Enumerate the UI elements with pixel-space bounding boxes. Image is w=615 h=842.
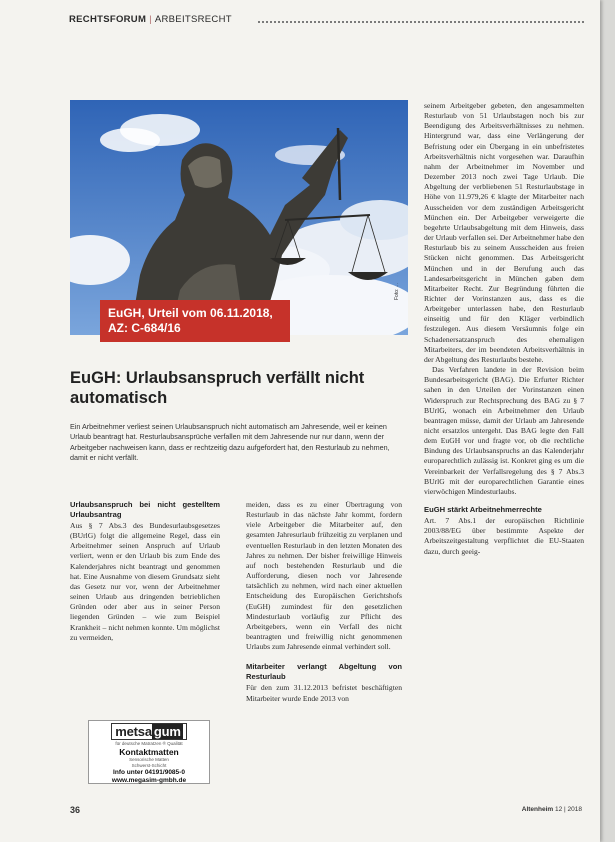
- ad-website[interactable]: www.megasim-gmbh.de: [111, 777, 187, 784]
- advertiser-logo: [111, 723, 186, 740]
- header-divider: |: [149, 14, 152, 25]
- body-paragraph: meiden, dass es zu einer Übertragung von Resturlaub in das nächste Jahr kommt, fordern viele Arbeitgeber die Mitarbeiter auf, den gesamten Jahresurlaub frühzeitig zu verplanen und eventuellen Resturlaub in den letzten Monaten des Jahres zu nehmen. Der bisher freiwillige Hinweis auf noch bestehenden Resturlaub und die Aufforderung, diesen noch vor Jahresende tatsächlich zu nehmen, wird nach einer aktuellen Entscheidung des Europäischen Gerichtshofs (EuGH) zumindest für den gesetzlichen Mindesturlaub vorläufig zur Pflicht des Arbeitgebers, wenn ein Verfall des nicht beantragten und freiwillig nicht genommenen Urlaubs zum Jahresende einmal verhindert soll.: [246, 500, 402, 652]
- subsection-label: ARBEITSRECHT: [154, 14, 232, 25]
- body-paragraph: Das Verfahren landete in der Revision beim Bundesarbeitsgericht (BAG). Die Erfurter Richter sahen in den Urteilen der Vorinstanzen einen Widerspruch zur Rechtsprechung des BAG zu § 7 BUrlG, wonach ein Arbeitnehmer den Urlaub beantragen müsse, damit der Urlaub am Jahresende nicht ersatzlos untergeht. Das BAG legte den Fall dem EuGH vor und fragte vor, ob die rechtliche Bindung des Urlaubsanspruchs an das Kalenderjahr europarechtlich zulässig ist. Konkret ging es um die Vereinbarkeit der Verfallsregelung des § 7 Abs.3 BUrlG mit der europarechtlichen Garantie eines vierwöchigen Mindesturlaubs.: [424, 365, 584, 496]
- page-number: 36: [70, 805, 81, 815]
- ruling-date: EuGH, Urteil vom 06.11.2018,: [108, 306, 273, 320]
- body-paragraph: Aus § 7 Abs.3 des Bundesurlaubsgesetzes (BUrlG) folgt die allgemeine Regel, dass ein Arbeitnehmer seinen Anspruch auf Urlaub verliert, wenn er den Urlaub bis zum Ende des Kalenderjahres nicht beantragt und genommen hat. Eine Ausnahme von diesem Grundsatz sieht das Gesetz nur vor, wenn der Arbeitnehmer seinen Urlaub aus dringenden betrieblichen Gründen oder aber aus in seiner Person liegenden Gründen – wie zum Beispiel Krankheit – nicht nehmen konnte. Um möglichst zu vermeiden,: [70, 521, 220, 642]
- ad-phone: Info unter 04191/9085-0: [113, 769, 185, 776]
- advertisement[interactable]: [88, 720, 210, 784]
- section-label: RECHTSFORUM: [69, 14, 147, 25]
- photo-credit: Foto: ...: [394, 283, 400, 300]
- article-title: EuGH: Urlaubsanspruch verfällt nicht automatisch: [70, 369, 365, 407]
- logo-text-right: gum: [153, 724, 181, 739]
- body-paragraph: Für den zum 31.12.2013 befristet beschäftigten Mitarbeiter wurde Ende 2013 von: [246, 683, 402, 703]
- header-dotted-rule: [258, 21, 584, 23]
- text-column-3: [424, 101, 584, 557]
- subheading-eugh-staerkt: EuGH stärkt Arbeitnehmerrechte: [424, 505, 542, 515]
- ad-title: Kontaktmatten: [119, 747, 179, 757]
- logo-text-left: metsa: [115, 724, 152, 739]
- issue-number: 12 | 2018: [555, 806, 582, 813]
- ruling-caption-box: [100, 300, 290, 342]
- ad-tagline: für deutsche Matratzen ® Qualität: [115, 741, 183, 746]
- subheading-urlaubsantrag: Urlaubsanspruch bei nicht gestelltem Urlaubsantrag: [70, 500, 220, 519]
- text-column-2: [246, 500, 402, 704]
- ad-subtitle-1: Sensorische Matten: [129, 757, 169, 762]
- article-lead: Ein Arbeitnehmer verliest seinen Urlaubsanspruch nicht automatisch am Jahresende, weil er keinen Urlaub beantragt hat. Resturlaubsansprüche verfallen mit dem Jahresende nur nur dann, wenn der Arbeitgeber nachweisen kann, dass er rechtzeitig dazu aufgefordert hat, den Resturlaub zu nehmen, damit er nicht verfällt.: [70, 422, 390, 463]
- ruling-case-number: AZ: C-684/16: [108, 321, 181, 335]
- ad-subtitle-2: Schwerst-Schicht: [131, 763, 167, 768]
- body-paragraph: Art. 7 Abs.1 der europäischen Richtlinie 2003/88/EG über bestimmte Aspekte der Arbeitszeitgestaltung verpflichtet die EU-Staaten dazu, durch geeig-: [424, 516, 584, 556]
- magazine-name: Altenheim: [521, 806, 554, 813]
- body-paragraph: seinem Arbeitgeber gebeten, den angesammelten Resturlaub von 51 Urlaubstagen noch bis zur Beendigung des Arbeitsverhältnisses zu nehmen. Hintergrund war, dass eine Verlängerung der Befristung oder ein Übergang in ein unbefristetes Arbeitsverhältnis nicht vorgesehen war. Daraufhin nahm der Arbeitnehmer im November und Dezember 2013 noch zwei Tage Urlaub. Die Abgeltung der verbliebenen 51 Resturlaubstage in Höhe von 11.979,26 € klagte der Mitarbeiter nach Ausscheiden vor dem zuständigen Arbeitsgericht München ein. Der Arbeitgeber verweigerte die begehrte Urlaubsabgeltung mit dem Hinweis, dass der Urlaub verfallen sei. Der Arbeitnehmer habe den Resturlaub bis zu seinem Ausscheiden aus freien Stücken nicht genommen. Das Arbeitsgericht München und in der Berufung auch das Landesarbeitsgericht in München gaben dem Mitarbeiter Recht. Zur Begründung führten die Richter der Vorinstanzen aus, dass es die Arbeitgeber unterlassen habe, den Resturlaub einseitig und für den Kläger verbindlich festzulegen. Aus diesem Versäumnis folge ein Schadenersatzanspruch des ehemaligen Mitarbeiters, der im beendeten Arbeitsverhältnis in der Abgeltung des Resturlaubs bestehe.: [424, 101, 584, 364]
- footer-publication: [522, 806, 582, 813]
- section-header: [69, 14, 232, 25]
- subheading-abgeltung: Mitarbeiter verlangt Abgeltung von Resturlaub: [246, 662, 402, 682]
- text-column-1: [70, 500, 220, 643]
